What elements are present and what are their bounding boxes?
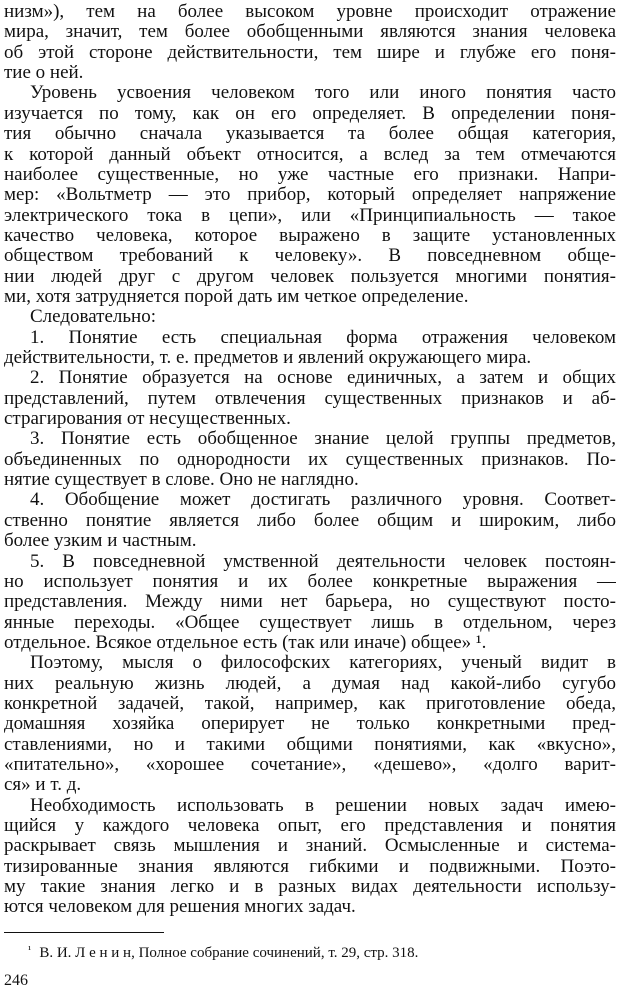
text-line: Следовательно: <box>30 307 156 328</box>
text-line: них реальную жизнь людей, а думая над какой-либо сугубо <box>4 673 616 694</box>
text-line: действительности, т. е. предметов и явлений окружающего мира. <box>4 348 532 368</box>
text-line: 2. Понятие образуется на основе единичных, а затем и общих <box>30 368 616 389</box>
text-line: щийся у каждого человека опыт, его представления и понятия <box>4 816 616 836</box>
text-line: качество человека, которое выражено в защите установленных <box>4 225 616 246</box>
footnote-text: В. И. Л е н и н, Полное собрание сочинений, т. 29, стр. 318. <box>39 945 419 961</box>
text-line: но использует понятия и их более конкретные выражения — <box>4 571 616 592</box>
text-line: ся» и т. д. <box>4 775 82 796</box>
text-line: му такие знания легко и в разных видах деятельности использу- <box>4 877 616 898</box>
text-line: Необходимость использовать в решении новых задач имею- <box>30 795 616 816</box>
text-line: объединенных по однородности их существенных признаков. По- <box>4 449 616 470</box>
footnote-rule <box>4 932 164 933</box>
text-line: низм»), тем на более высоком уровне происходит отражение <box>4 2 616 22</box>
text-line: янные переходы. «Общее существует лишь в отдельном, через <box>4 612 616 633</box>
text-line: «питательно», «хорошее сочетание», «дешево», «долго варит- <box>4 755 616 775</box>
text-line: Поэтому, мысля о философских категориях, ученый видит в <box>30 653 616 674</box>
text-line: 5. В повседневной умственной деятельности человек постоян- <box>30 551 616 572</box>
text-line: страгирования от несущественных. <box>4 409 291 429</box>
text-line: 4. Обобщение может достигать различного уровня. Соответ- <box>30 490 616 511</box>
text-line: 3. Понятие есть обобщенное знание целой группы предметов, <box>30 429 616 450</box>
text-line: тизированные знания являются гибкими и подвижными. Поэто- <box>4 856 616 877</box>
text-line: обществом требований к человеку». В повседневном обще- <box>4 246 616 267</box>
text-line: представления. Между ними нет барьера, но существуют посто- <box>4 592 616 613</box>
text-line: нятие существует в слове. Оно не наглядно. <box>4 470 359 491</box>
text-line: ставлениями, но и такими общими понятиями, как «вкусно», <box>4 734 616 755</box>
text-line: наиболее существенные, но уже частные его признаки. Напри- <box>4 164 616 185</box>
text-line: раскрывает связь мышления и знаний. Осмысленные и система- <box>4 836 616 857</box>
text-line: отдельное. Всякое отдельное есть (так или иначе) общее» ¹. <box>4 632 487 653</box>
text-line: конкретной задачей, такой, например, как приготовление обеда, <box>4 693 616 714</box>
footnote <box>28 944 588 963</box>
text-line: мира, значит, тем более обобщенными являются знания человека <box>4 22 616 43</box>
text-line: тия обычно сначала указывается та более общая категория, <box>4 124 616 145</box>
text-line: представлений, путем отвлечения существенных признаков и аб- <box>4 388 616 409</box>
text-line: домашняя хозяйка оперирует не только конкретными пред- <box>4 714 616 735</box>
text-line: к которой данный объект относится, а вслед за тем отмечаются <box>4 144 616 165</box>
text-line: ми, хотя затрудняется порой дать им четкое определение. <box>4 286 469 307</box>
text-line: электрического тока в цепи», или «Принципиальность — такое <box>4 205 616 226</box>
footnote-mark: ¹ <box>28 944 32 956</box>
text-line: более узким и частным. <box>4 531 197 552</box>
text-line: 1. Понятие есть специальная форма отражения человеком <box>30 327 616 348</box>
text-line: мер: «Вольтметр — это прибор, который определяет напряжение <box>4 185 616 206</box>
text-line: тие о ней. <box>4 63 84 84</box>
text-line: Уровень усвоения человеком того или иного понятия часто <box>30 83 616 104</box>
text-line: об этой стороне действительности, тем шире и глубже его поня- <box>4 42 616 63</box>
text-line: изучается по тому, как он его определяет. В определении поня- <box>4 103 616 124</box>
text-line: ственно понятие является либо более общим и широким, либо <box>4 510 616 531</box>
text-line: нии людей друг с другом человек пользуется многими понятия- <box>4 266 616 287</box>
text-line: ются человеком для решения многих задач. <box>4 897 356 918</box>
page-number: 246 <box>4 972 28 989</box>
